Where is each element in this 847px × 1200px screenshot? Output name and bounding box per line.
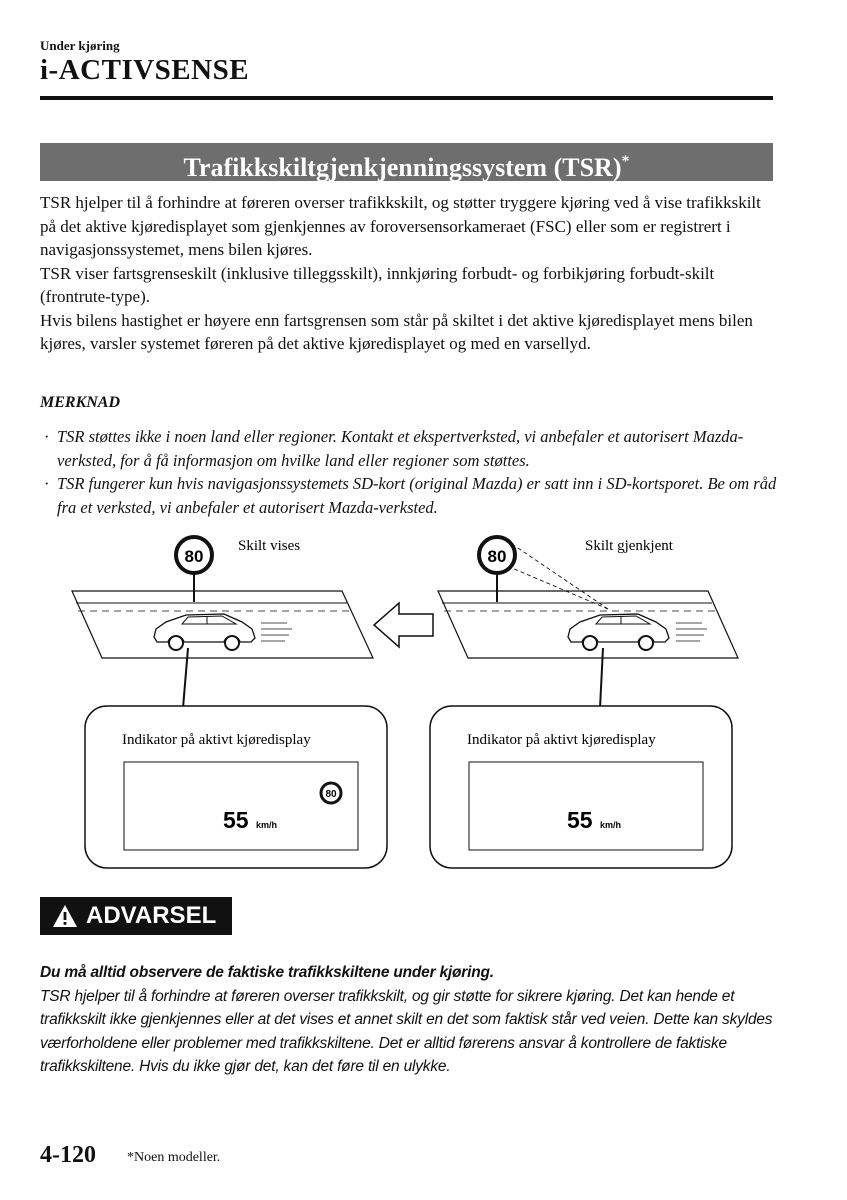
sign-value: 80 bbox=[184, 547, 204, 566]
speed-value: 55 bbox=[567, 807, 593, 833]
warning-triangle-icon bbox=[52, 904, 78, 928]
speed-unit: km/h bbox=[256, 820, 278, 830]
active-driving-display bbox=[469, 762, 703, 850]
body-paragraph: TSR hjelper til å forhindre at føreren overser trafikkskilt, og støtter tryggere kjøring ved å vise trafikkskilt på det aktive kjøredisplayet som gjenkjennes av foroversensorkameraet (FSC) eller som er registrert i navigasjonssystemet, mens bilen kjøres. bbox=[40, 193, 761, 259]
warning-label bbox=[40, 897, 232, 935]
speed-unit: km/h bbox=[600, 820, 622, 830]
scene-caption: Skilt gjenkjent bbox=[585, 538, 673, 554]
body-text bbox=[40, 191, 780, 356]
right-scene bbox=[430, 537, 738, 868]
warning-body bbox=[40, 961, 780, 1079]
warning-label-text: ADVARSEL bbox=[86, 902, 217, 929]
page-number: 4-120 bbox=[40, 1142, 96, 1168]
arrow-left-icon bbox=[374, 603, 433, 647]
page-title bbox=[40, 143, 773, 181]
scene-caption: Skilt vises bbox=[238, 538, 301, 554]
page-title-text: Trafikkskiltgjenkjenningssystem (TSR) bbox=[183, 153, 622, 182]
note-item bbox=[44, 425, 784, 472]
note-bullet: · bbox=[44, 474, 50, 493]
note-bullet: · bbox=[44, 427, 50, 446]
page-title-mark: * bbox=[621, 153, 630, 170]
tsr-illustration bbox=[0, 530, 847, 890]
display-label: Indikator på aktivt kjøredisplay bbox=[467, 732, 656, 748]
note-list bbox=[44, 425, 784, 519]
warning-lead: Du må alltid observere de faktiske trafikkskiltene under kjøring. bbox=[40, 964, 494, 981]
note-item-text: TSR fungerer kun hvis navigasjonssystemets SD-kort (original Mazda) er satt inn i SD-kortsporet. Be om råd fra et verksted, vi anbefaler et autorisert Mazda-verksted. bbox=[57, 474, 777, 517]
body-paragraph: TSR viser fartsgrenseskilt (inklusive tilleggsskilt), innkjøring forbudt- og forbikjøring forbudt-skilt (frontrute-type). bbox=[40, 263, 715, 306]
chapter-title: i-ACTIVSENSE bbox=[40, 54, 250, 86]
body-paragraph: Hvis bilens hastighet er høyere enn fartsgrensen som står på skiltet i det aktive kjøredisplayet mens bilen kjøres, varsler systemet føreren på det aktive kjøredisplayet og med en varsellyd. bbox=[40, 310, 753, 353]
sign-value: 80 bbox=[487, 547, 507, 566]
note-item bbox=[44, 472, 784, 519]
note-heading: MERKNAD bbox=[40, 394, 121, 411]
display-label: Indikator på aktivt kjøredisplay bbox=[122, 732, 311, 748]
display-sign-value: 80 bbox=[325, 789, 337, 800]
footnote: *Noen modeller. bbox=[127, 1150, 221, 1165]
chapter-rule bbox=[40, 96, 773, 100]
note-item-text: TSR støttes ikke i noen land eller regioner. Kontakt et ekspertverksted, vi anbefaler et autorisert Mazda-verksted, for å få informasjon om hvilke land eller regioner som støttes. bbox=[57, 427, 744, 470]
left-scene bbox=[72, 537, 387, 868]
warning-text: TSR hjelper til å forhindre at føreren overser trafikkskilt, og gir støtte for sikrere kjøring. Det kan hende et trafikkskilt ikke gjenkjennes eller at det vises et annet skilt en det som faktisk står ved veien. Dette kan skyldes værforholdene eller problemer med trafikkskiltene. Det er alltid førerens ansvar å kontrollere de faktiske trafikkskiltene. Hvis du ikke gjør det, kan det føre til en ulykke. bbox=[40, 987, 773, 1075]
active-driving-display bbox=[124, 762, 358, 850]
speed-value: 55 bbox=[223, 807, 249, 833]
section-kicker: Under kjøring bbox=[40, 38, 120, 53]
